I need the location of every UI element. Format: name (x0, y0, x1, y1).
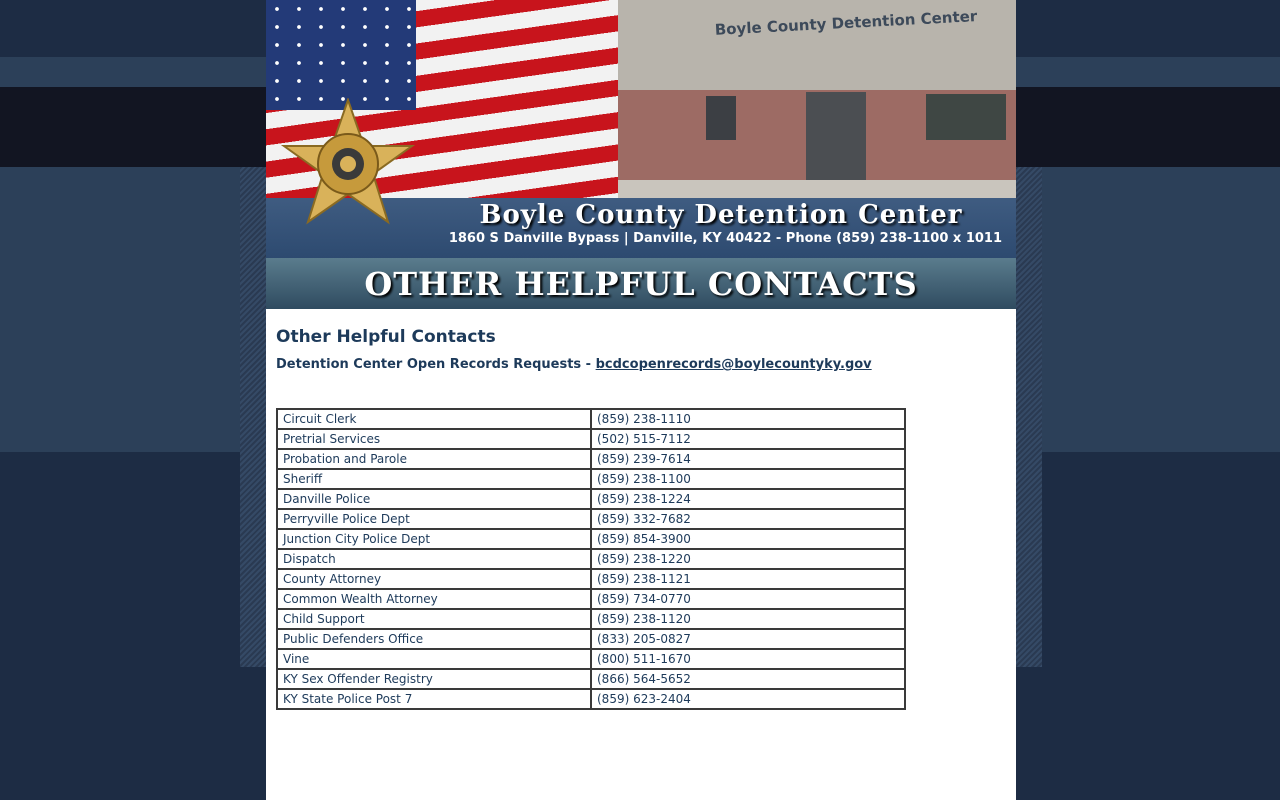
contact-phone-cell: (859) 238-1224 (591, 489, 905, 509)
table-row (277, 449, 905, 469)
table-row (277, 649, 905, 669)
open-records-email-link[interactable]: bcdcopenrecords@boylecountyky.gov (595, 357, 872, 372)
contact-name-cell: Sheriff (277, 469, 591, 489)
flag-canton (266, 0, 416, 110)
contact-name-cell: County Attorney (277, 569, 591, 589)
open-records-line (276, 357, 1006, 372)
site-header (266, 0, 1016, 258)
contact-name-cell: Probation and Parole (277, 449, 591, 469)
building-walkway (618, 180, 1016, 200)
open-records-label: Detention Center Open Records Requests - (276, 357, 596, 372)
table-row (277, 409, 905, 429)
contact-phone-cell: (502) 515-7112 (591, 429, 905, 449)
table-row (277, 469, 905, 489)
contacts-table-body (277, 409, 905, 709)
table-row (277, 549, 905, 569)
contact-phone-cell: (859) 623-2404 (591, 689, 905, 709)
section-banner (266, 258, 1016, 309)
contact-name-cell: Public Defenders Office (277, 629, 591, 649)
contact-name-cell: Perryville Police Dept (277, 509, 591, 529)
table-row (277, 429, 905, 449)
table-row (277, 529, 905, 549)
table-row (277, 509, 905, 529)
table-row (277, 629, 905, 649)
contact-phone-cell: (859) 238-1220 (591, 549, 905, 569)
table-row (277, 609, 905, 629)
table-row (277, 589, 905, 609)
table-row (277, 489, 905, 509)
site-title: Boyle County Detention Center (479, 200, 963, 230)
contact-phone-cell: (859) 238-1100 (591, 469, 905, 489)
building-door (806, 92, 866, 180)
building-sign: Boyle County Detention Center (714, 7, 978, 39)
contact-phone-cell: (859) 239-7614 (591, 449, 905, 469)
building-window (926, 94, 1006, 140)
contact-name-cell: Circuit Clerk (277, 409, 591, 429)
table-row (277, 669, 905, 689)
section-banner-title: OTHER HELPFUL CONTACTS (364, 264, 918, 303)
contact-phone-cell: (859) 238-1110 (591, 409, 905, 429)
page-shadow-left (240, 167, 266, 667)
page-container (266, 0, 1016, 800)
contact-name-cell: Pretrial Services (277, 429, 591, 449)
contacts-table (276, 408, 906, 710)
contact-name-cell: KY State Police Post 7 (277, 689, 591, 709)
page-shadow-right (1016, 167, 1042, 667)
contact-phone-cell: (859) 238-1120 (591, 609, 905, 629)
contact-name-cell: Vine (277, 649, 591, 669)
contact-name-cell: Common Wealth Attorney (277, 589, 591, 609)
contact-name-cell: Child Support (277, 609, 591, 629)
contact-phone-cell: (859) 238-1121 (591, 569, 905, 589)
main-content (266, 309, 1016, 710)
contact-name-cell: KY Sex Offender Registry (277, 669, 591, 689)
contact-phone-cell: (859) 734-0770 (591, 589, 905, 609)
contact-name-cell: Danville Police (277, 489, 591, 509)
contact-name-cell: Junction City Police Dept (277, 529, 591, 549)
table-row (277, 689, 905, 709)
table-row (277, 569, 905, 589)
contact-phone-cell: (800) 511-1670 (591, 649, 905, 669)
contact-phone-cell: (859) 332-7682 (591, 509, 905, 529)
page-title: Other Helpful Contacts (276, 327, 496, 347)
contact-phone-cell: (833) 205-0827 (591, 629, 905, 649)
contact-phone-cell: (866) 564-5652 (591, 669, 905, 689)
jailer-badge-logo (280, 98, 416, 234)
building-window (706, 96, 736, 140)
site-address: 1860 S Danville Bypass | Danville, KY 40422 - Phone (859) 238-1100 x 1011 (448, 231, 1002, 246)
contact-phone-cell: (859) 854-3900 (591, 529, 905, 549)
contact-name-cell: Dispatch (277, 549, 591, 569)
